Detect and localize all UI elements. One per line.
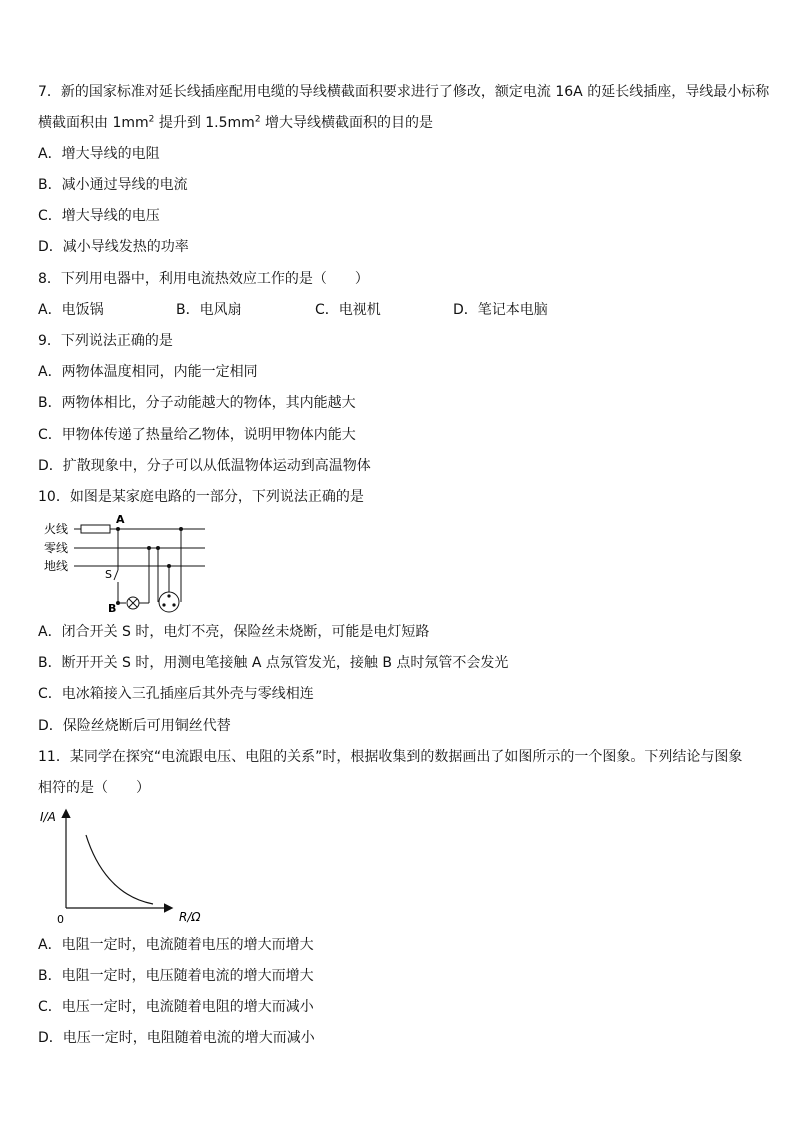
junction-a — [116, 527, 120, 531]
current-resistance-graph — [38, 805, 218, 927]
q9-stem: 9．下列说法正确的是 — [38, 333, 173, 349]
socket-hole-left — [162, 603, 165, 606]
q8-stem: 8．下列用电器中，利用电流热效应工作的是（ ） — [38, 271, 369, 287]
q7-text-b: 提升到 1.5mm — [154, 115, 255, 131]
origin-label: 0 — [57, 913, 64, 926]
q7-sup-2: 2 — [254, 114, 261, 125]
socket-hole-right — [172, 603, 175, 606]
household-circuit-diagram — [38, 510, 213, 615]
q7-sup-1: 2 — [148, 114, 155, 125]
q7-option-d: D．减小导线发热的功率 — [38, 239, 189, 255]
q10-option-a: A．闭合开关 S 时，电灯不亮，保险丝未烧断，可能是电灯短路 — [38, 624, 430, 640]
q7-option-c: C．增大导线的电压 — [38, 208, 160, 224]
q11-option-d: D．电压一定时，电阻随着电流的增大而减小 — [38, 1030, 315, 1046]
q10-option-d: D．保险丝烧断后可用铜丝代替 — [38, 718, 231, 734]
label-live: 火线 — [44, 522, 69, 536]
q7-text-c: 增大导线横截面积的目的是 — [260, 115, 434, 131]
x-axis-label: R/Ω — [179, 910, 201, 924]
switch-icon — [114, 570, 118, 580]
label-point-b: B — [108, 602, 117, 615]
q10-option-b: B．断开开关 S 时，用测电笔接触 A 点氖管发光，接触 B 点时氖管不会发光 — [38, 655, 509, 671]
q9-option-c: C．甲物体传递了热量给乙物体，说明甲物体内能大 — [38, 427, 356, 443]
label-switch-s: S — [105, 568, 112, 581]
q7-stem-line2 — [38, 113, 433, 133]
q11-option-a: A．电阻一定时，电流随着电压的增大而增大 — [38, 937, 314, 953]
q8-option-a: A．电饭锅 — [38, 302, 104, 318]
q9-option-a: A．两物体温度相同，内能一定相同 — [38, 364, 258, 380]
q8-option-d: D．笔记本电脑 — [453, 302, 548, 318]
q11-stem-line2: 相符的是（ ） — [38, 780, 150, 796]
q11-option-c: C．电压一定时，电流随着电阻的增大而减小 — [38, 999, 314, 1015]
q7-option-a: A．增大导线的电阻 — [38, 146, 160, 162]
q7-option-b: B．减小通过导线的电流 — [38, 177, 188, 193]
q10-stem: 10．如图是某家庭电路的一部分，下列说法正确的是 — [38, 489, 364, 505]
q11-stem-line1: 11．某同学在探究“电流跟电压、电阻的关系”时，根据收集到的数据画出了如图所示的一个图象。下列结论与图象 — [38, 749, 743, 765]
junction-b — [116, 601, 120, 605]
q7-stem-line1: 7．新的国家标准对延长线插座配用电缆的导线横截面积要求进行了修改，额定电流 16A 的延长线插座，导线最小标称 — [38, 84, 770, 100]
label-point-a: A — [116, 513, 125, 526]
q10-option-c: C．电冰箱接入三孔插座后其外壳与零线相连 — [38, 686, 314, 702]
q8-option-c: C．电视机 — [315, 302, 381, 318]
junction-neutral-lamp — [147, 546, 151, 550]
y-axis-label: I/A — [40, 810, 56, 824]
q11-option-b: B．电阻一定时，电压随着电流的增大而增大 — [38, 968, 314, 984]
q9-option-d: D．扩散现象中，分子可以从低温物体运动到高温物体 — [38, 458, 371, 474]
junction-neutral-socket — [156, 546, 160, 550]
inverse-curve — [86, 835, 153, 904]
q7-text-a: 横截面积由 1mm — [38, 115, 149, 131]
q8-option-b: B．电风扇 — [176, 302, 242, 318]
junction-live-socket — [179, 527, 183, 531]
socket-hole-top — [167, 594, 170, 597]
q9-option-b: B．两物体相比，分子动能越大的物体，其内能越大 — [38, 395, 356, 411]
junction-ground-socket — [167, 564, 171, 568]
label-ground: 地线 — [44, 559, 69, 573]
label-neutral: 零线 — [44, 541, 69, 555]
fuse-icon — [81, 525, 110, 533]
